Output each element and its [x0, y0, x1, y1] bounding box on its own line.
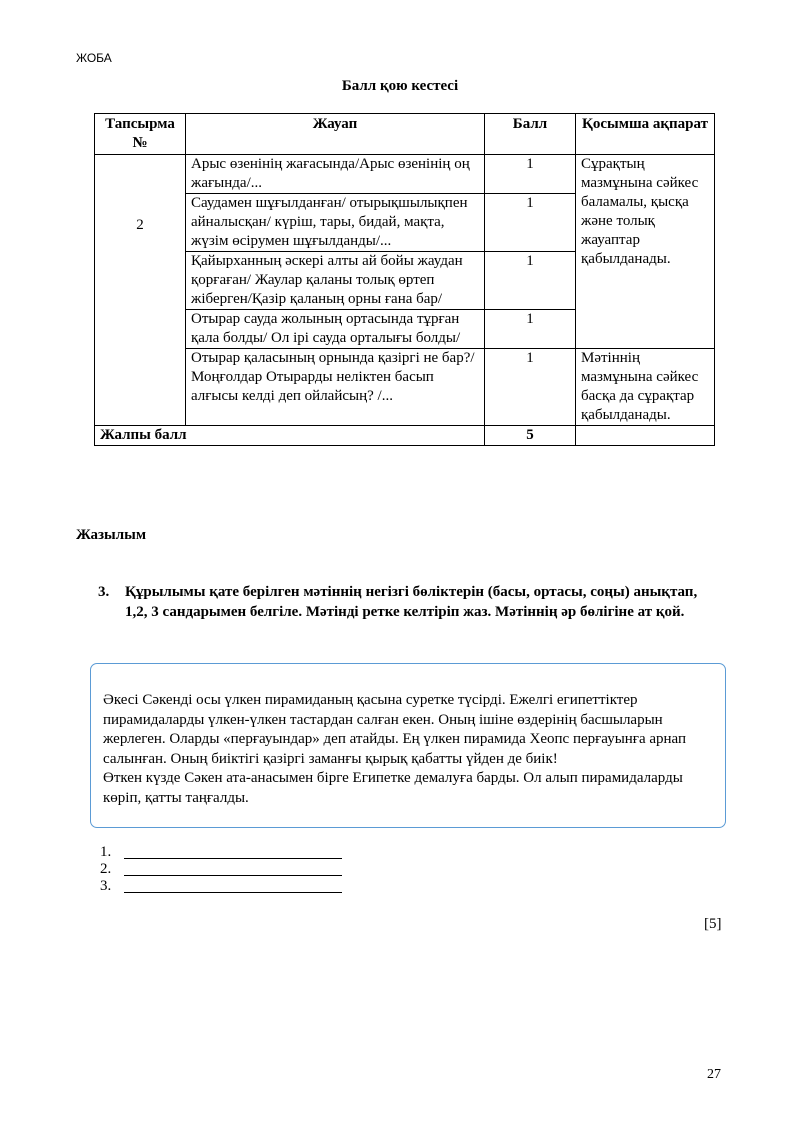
page-number: 27 — [707, 1067, 721, 1082]
total-value: 5 — [485, 426, 576, 446]
score-cell: 1 — [485, 310, 576, 349]
answer-blank[interactable] — [124, 875, 342, 876]
score-cell: 1 — [485, 194, 576, 252]
answer-cell: Қайырханның әскері алты ай бойы жаудан қорғаған/ Жаулар қаланы толық өртеп жіберген/Қазір қаланың орны ғана бар/ — [186, 252, 485, 310]
scoring-table — [94, 113, 715, 446]
task-instruction: Құрылымы қате берілген мәтіннің негізгі бөліктерін (басы, ортасы, соңы) анықтап, 1,2, 3 сандарымен белгіле. Мәтінді ретке келтіріп жаз. Мәтіннің әр бөлігіне ат қой. — [125, 584, 698, 620]
answer-blank[interactable] — [124, 858, 342, 859]
answer-cell: Арыс өзенінің жағасында/Арыс өзенінің оң жағында/... — [186, 155, 485, 194]
info-cell: Мәтіннің мазмұнына сәйкес басқа да сұрақтар қабылданады. — [576, 349, 715, 426]
passage-paragraph: Әкесі Сәкенді осы үлкен пирамиданың қасына суретке түсірді. Ежелгі египеттіктер пирамидаларды үлкен-үлкен тастардан салған екен. Оның ішіне өздерінің басшыларын жерлеген. Оларды «перғауындар» деп атайды. Ең үлкен пирамида Хеопс перғауынға арнап салынған. Оның биіктігі қазіргі заманғы қырық қабатты үйден де биік! — [103, 692, 687, 767]
passage-text — [103, 691, 713, 808]
score-cell: 1 — [485, 252, 576, 310]
answer-cell: Отырар сауда жолының ортасында тұрған қала болды/ Ол ірі сауда орталығы болды/ — [186, 310, 485, 349]
total-row — [95, 426, 715, 446]
answer-blank[interactable] — [124, 892, 342, 893]
header-answer: Жауап — [186, 114, 485, 155]
header-task-number: Тапсырма № — [95, 114, 186, 155]
table-title: Балл қою кестесі — [341, 78, 459, 94]
draft-label: ЖОБА — [76, 51, 112, 65]
table-header-row — [95, 114, 715, 155]
answer-cell: Саудамен шұғылданған/ отырықшылықпен айналысқан/ күріш, тары, бидай, мақта, жүзім өсірумен шұғылданды/... — [186, 194, 485, 252]
passage-box — [90, 663, 726, 828]
answer-line-number: 1. — [100, 844, 112, 860]
task-number: 3. — [98, 584, 110, 600]
task-3 — [98, 582, 718, 622]
info-cell: Сұрақтың мазмұнына сәйкес баламалы, қысқа және толық жауаптар қабылданады. — [576, 155, 715, 349]
answer-line-number: 3. — [100, 878, 112, 894]
table-row — [95, 155, 715, 194]
header-score: Балл — [485, 114, 576, 155]
answer-cell: Отырар қаласының орнында қазіргі не бар?/Моңғолдар Отырарды неліктен басып алғысы келді деп ойлайсың? /... — [186, 349, 485, 426]
score-cell: 1 — [485, 155, 576, 194]
section-heading: Жазылым — [76, 527, 147, 543]
task-number-cell: 2 — [95, 155, 186, 426]
table-row — [95, 349, 715, 426]
total-label: Жалпы балл — [95, 426, 485, 446]
header-additional-info: Қосымша ақпарат — [576, 114, 715, 155]
total-info-cell — [576, 426, 715, 446]
score-cell: 1 — [485, 349, 576, 426]
points-label: [5] — [704, 916, 722, 932]
passage-paragraph: Өткен күзде Сәкен ата-анасымен бірге Египетке демалуға барды. Ол алып пирамидаларды көріп, қатты таңғалды. — [103, 770, 683, 806]
answer-line-number: 2. — [100, 861, 112, 877]
